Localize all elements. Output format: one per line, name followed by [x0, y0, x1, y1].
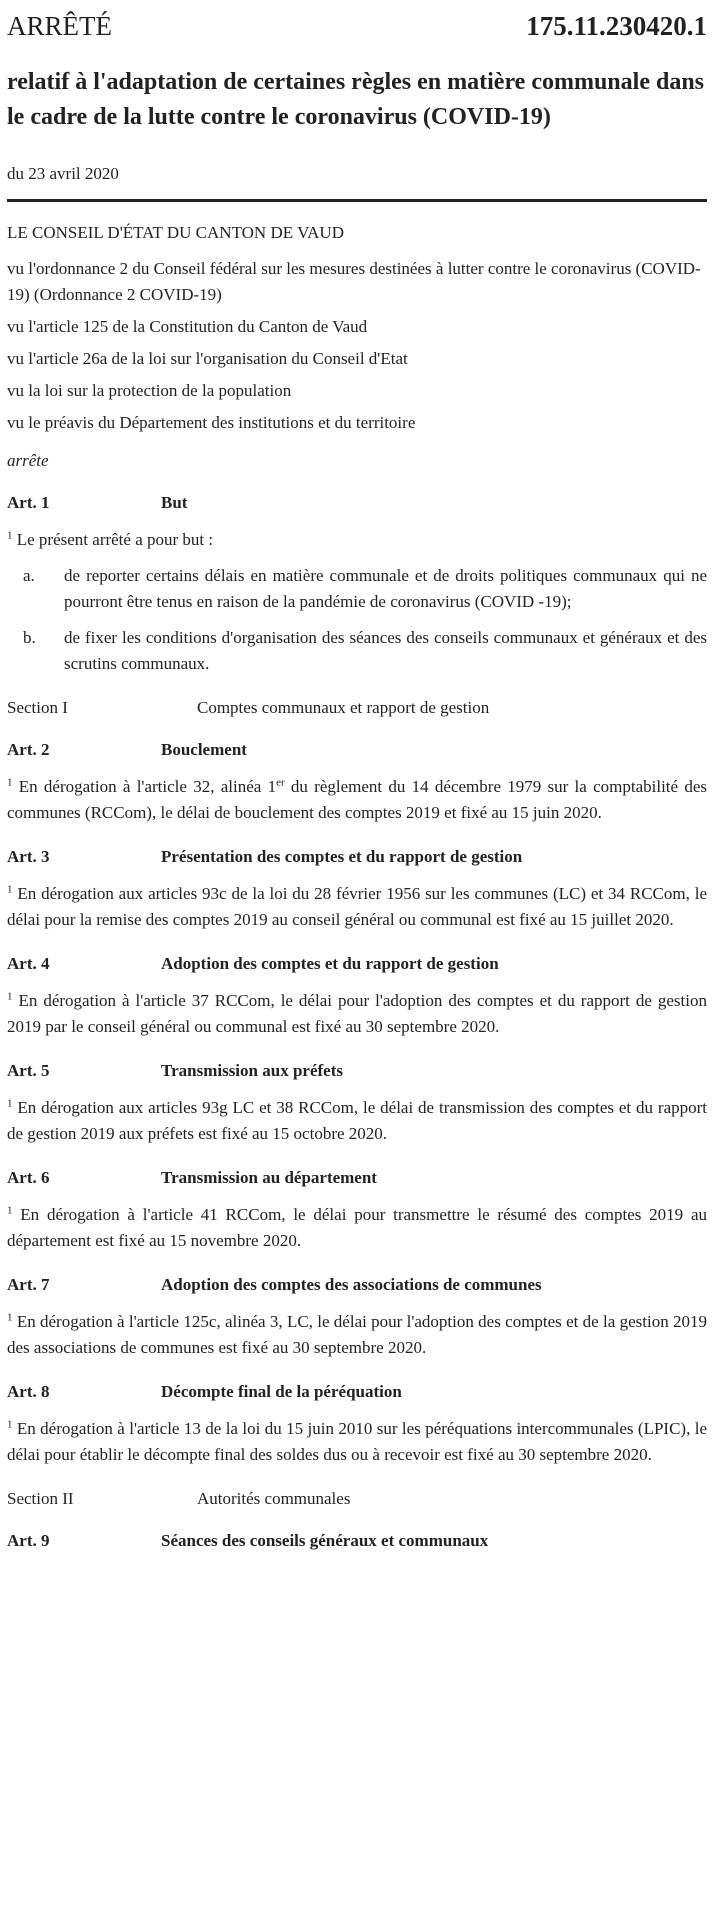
vu-clause: vu l'ordonnance 2 du Conseil fédéral sur les mesures destinées à lutter contre le coronavirus (COVID-19) (Ordonnance 2 COVID-19): [7, 259, 701, 304]
paragraph-number: 1: [7, 1311, 13, 1324]
paragraph-text: En dérogation à l'article 41 RCCom, le délai pour transmettre le résumé des comptes 2019 au département est fixé au 15 novembre 2020.: [7, 1205, 707, 1250]
document-date: du 23 avril 2020: [7, 164, 119, 183]
paragraph-number: 1: [7, 1097, 13, 1110]
article-title: Présentation des comptes et du rapport de gestion: [161, 847, 523, 866]
section-title: Autorités communales: [197, 1489, 351, 1508]
paragraph-number: 1: [7, 990, 13, 1003]
article-title: Adoption des comptes et du rapport de gestion: [161, 954, 499, 973]
article-heading: [7, 1060, 707, 1082]
paragraph-text: Le présent arrêté a pour but :: [16, 530, 214, 549]
article-paragraph: [7, 1309, 707, 1361]
section-title: Comptes communaux et rapport de gestion: [197, 698, 490, 717]
article-number: Art. 5: [7, 1061, 50, 1080]
section-heading: [7, 1488, 707, 1510]
article-number: Art. 9: [7, 1531, 50, 1550]
article-title: But: [161, 493, 188, 512]
article-paragraph: [7, 774, 707, 826]
article-paragraph: [7, 988, 707, 1040]
article-title: Décompte final de la péréquation: [161, 1382, 402, 1401]
article-number: Art. 3: [7, 847, 50, 866]
paragraph-number: 1: [7, 529, 13, 542]
list-letter: a.: [23, 566, 35, 585]
vu-clause: vu l'article 125 de la Constitution du Canton de Vaud: [7, 317, 368, 336]
paragraph-text: En dérogation à l'article 13 de la loi du 15 juin 2010 sur les péréquations intercommunales (LPIC), le délai pour établir le décompte final des soldes dus ou à recevoir est fixé au 30 septembre 2020.: [7, 1419, 707, 1464]
paragraph-text: En dérogation à l'article 37 RCCom, le délai pour l'adoption des comptes et du rapport de gestion 2019 par le conseil général ou communal est fixé au 30 septembre 2020.: [7, 991, 707, 1036]
article-heading: [7, 1274, 707, 1296]
section-heading: [7, 697, 707, 719]
list-item: [7, 563, 707, 615]
article-number: Art. 2: [7, 740, 50, 759]
article-paragraph: [7, 1416, 707, 1468]
list-text: de fixer les conditions d'organisation des séances des conseils communaux et généraux et des scrutins communaux.: [64, 628, 707, 673]
paragraph-text: En dérogation à l'article 32, alinéa 1: [18, 777, 277, 796]
article-title: Séances des conseils généraux et communaux: [161, 1531, 489, 1550]
list-text: de reporter certains délais en matière communale et de droits politiques communaux qui ne pourront être tenus en raison de la pandémie de coronavirus (COVID -19);: [64, 566, 707, 611]
document-type: ARRÊTÉ: [7, 11, 112, 41]
paragraph-text: En dérogation aux articles 93g LC et 38 RCCom, le délai de transmission des comptes et du rapport de gestion 2019 aux préfets est fixé au 15 octobre 2020.: [7, 1098, 708, 1143]
list-letter: b.: [23, 628, 36, 647]
paragraph-text: En dérogation à l'article 125c, alinéa 3, LC, le délai pour l'adoption des comptes et de la gestion 2019 des associations de communes est fixé au 30 septembre 2020.: [7, 1312, 708, 1357]
council-heading: LE CONSEIL D'ÉTAT DU CANTON DE VAUD: [7, 223, 344, 242]
arrete-keyword: arrête: [7, 451, 49, 470]
article-paragraph: [7, 881, 707, 933]
paragraph-text: En dérogation aux articles 93c de la loi du 28 février 1956 sur les communes (LC) et 34 RCCom, le délai pour la remise des comptes 2019 au conseil général ou communal est fixé au 15 juillet 2020.: [7, 884, 708, 929]
article-list: [7, 563, 707, 677]
article-heading: [7, 846, 707, 868]
article-heading: [7, 1530, 707, 1552]
article-heading: [7, 1381, 707, 1403]
article-heading: [7, 739, 707, 761]
article-number: Art. 1: [7, 493, 50, 512]
paragraph-number: 1: [7, 1204, 13, 1217]
article-title: Transmission aux préfets: [161, 1061, 343, 1080]
article-title: Adoption des comptes des associations de communes: [161, 1275, 542, 1294]
list-item: [7, 625, 707, 677]
article-title: Bouclement: [161, 740, 247, 759]
document-title: relatif à l'adaptation de certaines règles en matière communale dans le cadre de la lutte contre le coronavirus (COVID-19): [7, 69, 705, 130]
article-number: Art. 4: [7, 954, 50, 973]
article-number: Art. 8: [7, 1382, 50, 1401]
article-heading: [7, 492, 707, 514]
vu-clause: vu le préavis du Département des institutions et du territoire: [7, 413, 416, 432]
vu-clause: vu l'article 26a de la loi sur l'organisation du Conseil d'Etat: [7, 349, 408, 368]
article-title: Transmission au département: [161, 1168, 377, 1187]
paragraph-number: 1: [7, 1418, 13, 1431]
paragraph-text: du règlement du 14 décembre 1979 sur la comptabilité des communes (RCCom), le délai de bouclement des comptes 2019 et fixé au 15 juin 2020.: [7, 777, 707, 822]
header-divider: [7, 199, 707, 202]
article-paragraph: [7, 1095, 707, 1147]
section-number: Section II: [7, 1489, 74, 1508]
paragraph-number: 1: [7, 776, 13, 789]
article-heading: [7, 953, 707, 975]
document-number: 175.11.230420.1: [526, 11, 707, 41]
vu-clause: vu la loi sur la protection de la population: [7, 381, 292, 400]
section-number: Section I: [7, 698, 68, 717]
article-number: Art. 7: [7, 1275, 50, 1294]
article-paragraph: [7, 527, 707, 553]
article-paragraph: [7, 1202, 707, 1254]
article-number: Art. 6: [7, 1168, 50, 1187]
paragraph-number: 1: [7, 883, 13, 896]
document-header: [7, 10, 707, 48]
ordinal-suffix: er: [276, 776, 285, 789]
article-heading: [7, 1167, 707, 1189]
